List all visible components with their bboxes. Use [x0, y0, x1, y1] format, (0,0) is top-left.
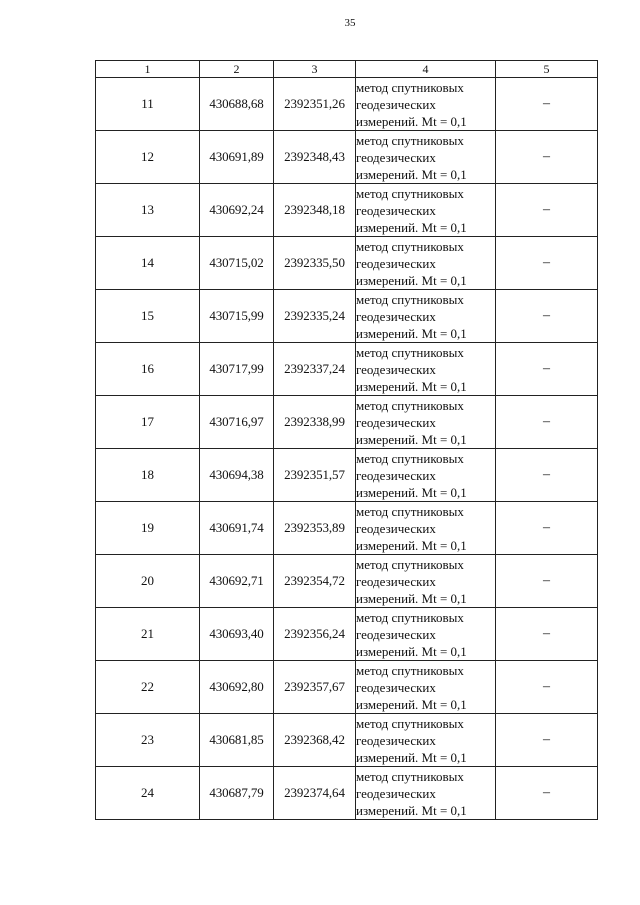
coordinate-y: 2392353,89	[274, 502, 356, 555]
note-cell: –	[496, 767, 598, 820]
method-line: измерений. Mt = 0,1	[356, 272, 467, 288]
point-number: 17	[96, 396, 200, 449]
coordinate-y: 2392348,18	[274, 184, 356, 237]
method-line: геодезических	[356, 626, 436, 642]
coordinate-x: 430715,02	[200, 237, 274, 290]
method-description	[356, 502, 496, 555]
coordinates-table	[95, 60, 598, 820]
method-description	[356, 184, 496, 237]
table-row	[96, 714, 598, 767]
note-cell: –	[496, 237, 598, 290]
method-description	[356, 767, 496, 820]
method-line: метод спутниковых	[356, 238, 464, 254]
table-row	[96, 237, 598, 290]
table-row	[96, 449, 598, 502]
coordinate-y: 2392338,99	[274, 396, 356, 449]
header-row	[96, 61, 598, 78]
method-line: измерений. Mt = 0,1	[356, 378, 467, 394]
coordinate-y: 2392351,57	[274, 449, 356, 502]
table-row	[96, 184, 598, 237]
method-line: метод спутниковых	[356, 609, 464, 625]
coordinate-y: 2392374,64	[274, 767, 356, 820]
coordinate-x: 430681,85	[200, 714, 274, 767]
method-description	[356, 237, 496, 290]
coordinate-y: 2392356,24	[274, 608, 356, 661]
coordinate-x: 430716,97	[200, 396, 274, 449]
note-cell: –	[496, 449, 598, 502]
method-line: измерений. Mt = 0,1	[356, 113, 467, 129]
note-cell: –	[496, 502, 598, 555]
table-row	[96, 502, 598, 555]
note-cell: –	[496, 290, 598, 343]
method-line: измерений. Mt = 0,1	[356, 696, 467, 712]
method-description	[356, 343, 496, 396]
column-header-1: 1	[96, 61, 200, 78]
coordinate-y: 2392351,26	[274, 78, 356, 131]
coordinate-y: 2392357,67	[274, 661, 356, 714]
method-line: геодезических	[356, 785, 436, 801]
point-number: 18	[96, 449, 200, 502]
method-line: измерений. Mt = 0,1	[356, 590, 467, 606]
method-description	[356, 608, 496, 661]
method-line: метод спутниковых	[356, 185, 464, 201]
coordinate-y: 2392348,43	[274, 131, 356, 184]
column-header-2: 2	[200, 61, 274, 78]
table-row	[96, 131, 598, 184]
method-line: измерений. Mt = 0,1	[356, 802, 467, 818]
coordinate-y: 2392335,24	[274, 290, 356, 343]
coordinate-y: 2392337,24	[274, 343, 356, 396]
method-line: геодезических	[356, 96, 436, 112]
method-line: метод спутниковых	[356, 291, 464, 307]
coordinate-x: 430717,99	[200, 343, 274, 396]
method-description	[356, 78, 496, 131]
method-line: геодезических	[356, 361, 436, 377]
table-row	[96, 608, 598, 661]
method-line: геодезических	[356, 573, 436, 589]
column-header-4: 4	[356, 61, 496, 78]
method-line: измерений. Mt = 0,1	[356, 537, 467, 553]
method-line: измерений. Mt = 0,1	[356, 484, 467, 500]
table-row	[96, 290, 598, 343]
note-cell: –	[496, 608, 598, 661]
point-number: 16	[96, 343, 200, 396]
method-line: измерений. Mt = 0,1	[356, 325, 467, 341]
method-line: метод спутниковых	[356, 79, 464, 95]
point-number: 11	[96, 78, 200, 131]
method-description	[356, 555, 496, 608]
note-cell: –	[496, 714, 598, 767]
table-row	[96, 661, 598, 714]
method-line: метод спутниковых	[356, 503, 464, 519]
coordinate-x: 430692,24	[200, 184, 274, 237]
coordinate-x: 430691,89	[200, 131, 274, 184]
method-line: геодезических	[356, 255, 436, 271]
point-number: 15	[96, 290, 200, 343]
method-line: геодезических	[356, 467, 436, 483]
coordinate-y: 2392354,72	[274, 555, 356, 608]
method-line: геодезических	[356, 520, 436, 536]
coordinate-x: 430693,40	[200, 608, 274, 661]
method-line: измерений. Mt = 0,1	[356, 166, 467, 182]
point-number: 19	[96, 502, 200, 555]
note-cell: –	[496, 661, 598, 714]
coordinate-y: 2392335,50	[274, 237, 356, 290]
note-cell: –	[496, 396, 598, 449]
method-description	[356, 131, 496, 184]
coordinate-x: 430687,79	[200, 767, 274, 820]
table-row	[96, 78, 598, 131]
note-cell: –	[496, 131, 598, 184]
method-line: метод спутниковых	[356, 132, 464, 148]
point-number: 22	[96, 661, 200, 714]
point-number: 20	[96, 555, 200, 608]
point-number: 23	[96, 714, 200, 767]
point-number: 24	[96, 767, 200, 820]
coordinate-x: 430691,74	[200, 502, 274, 555]
method-line: геодезических	[356, 202, 436, 218]
method-description	[356, 290, 496, 343]
table-row	[96, 396, 598, 449]
table-row	[96, 343, 598, 396]
point-number: 14	[96, 237, 200, 290]
method-line: геодезических	[356, 732, 436, 748]
method-line: измерений. Mt = 0,1	[356, 431, 467, 447]
column-header-5: 5	[496, 61, 598, 78]
method-description	[356, 714, 496, 767]
coordinate-x: 430692,80	[200, 661, 274, 714]
method-description	[356, 661, 496, 714]
note-cell: –	[496, 184, 598, 237]
point-number: 21	[96, 608, 200, 661]
coordinate-x: 430692,71	[200, 555, 274, 608]
method-line: измерений. Mt = 0,1	[356, 643, 467, 659]
page-number: 35	[344, 17, 356, 29]
method-line: геодезических	[356, 149, 436, 165]
note-cell: –	[496, 343, 598, 396]
point-number: 12	[96, 131, 200, 184]
method-line: геодезических	[356, 679, 436, 695]
note-cell: –	[496, 555, 598, 608]
method-line: метод спутниковых	[356, 450, 464, 466]
method-line: метод спутниковых	[356, 715, 464, 731]
table-body	[96, 78, 598, 820]
coordinate-x: 430694,38	[200, 449, 274, 502]
method-line: метод спутниковых	[356, 768, 464, 784]
point-number: 13	[96, 184, 200, 237]
coordinate-x: 430688,68	[200, 78, 274, 131]
method-description	[356, 396, 496, 449]
column-header-3: 3	[274, 61, 356, 78]
method-line: геодезических	[356, 414, 436, 430]
coordinate-y: 2392368,42	[274, 714, 356, 767]
note-cell: –	[496, 78, 598, 131]
method-line: измерений. Mt = 0,1	[356, 219, 467, 235]
method-line: геодезических	[356, 308, 436, 324]
table-row	[96, 555, 598, 608]
method-line: метод спутниковых	[356, 556, 464, 572]
method-description	[356, 449, 496, 502]
table-row	[96, 767, 598, 820]
coordinate-x: 430715,99	[200, 290, 274, 343]
method-line: метод спутниковых	[356, 662, 464, 678]
method-line: метод спутниковых	[356, 344, 464, 360]
table-header	[96, 61, 598, 78]
method-line: измерений. Mt = 0,1	[356, 749, 467, 765]
method-line: метод спутниковых	[356, 397, 464, 413]
